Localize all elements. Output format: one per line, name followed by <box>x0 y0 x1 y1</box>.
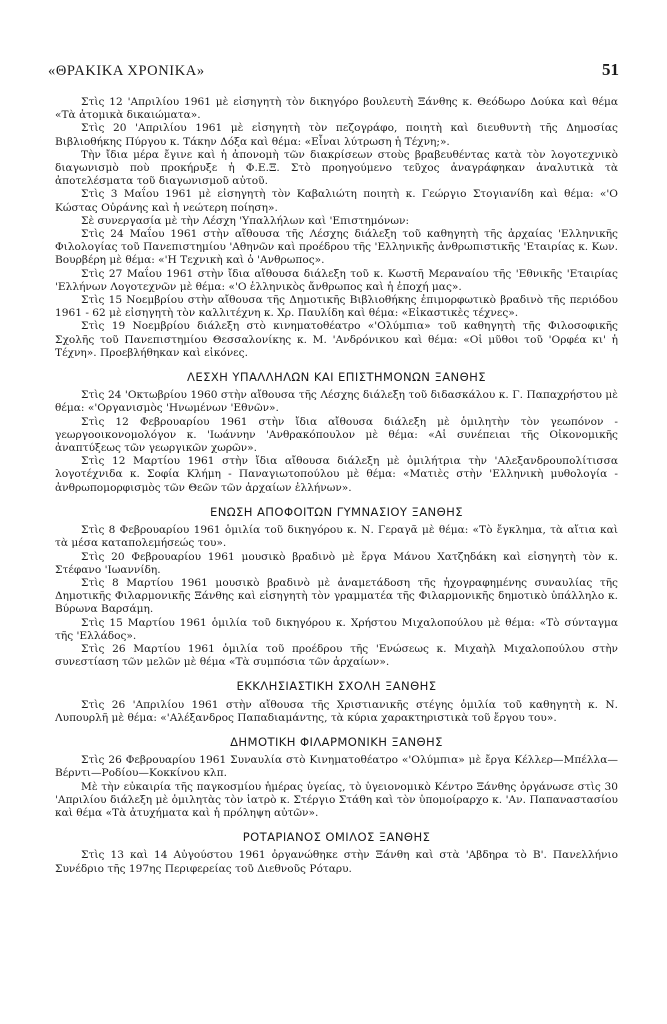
page-number: 51 <box>602 60 619 79</box>
paragraph: Στὶς 27 Μαΐου 1961 στὴν ἴδια αἴθουσα διάλεξη τοῦ κ. Κωστῆ Μεραναίου τῆς 'Εθνικῆς 'Εταιρίας 'Ελλήνων Λογοτεχνῶν μὲ θέμα: «'Ο ἑλληνικὸς ἄνθρωπος καὶ ἡ ἐποχή μας». <box>55 267 618 293</box>
paragraph: Στὶς 20 'Απριλίου 1961 μὲ εἰσηγητὴ τὸν πεζογράφο, ποιητὴ καὶ διευθυντὴ τῆς Δημοσίας Βιβλιοθήκης Πύργου κ. Τάκην Δόξα καὶ θέμα: «Εἶναι λύτρωση ἡ Τέχνη;». <box>55 122 618 148</box>
paragraph: Στὶς 15 Μαρτίου 1961 ὁμιλία τοῦ δικηγόρου κ. Χρήστου Μιχαλοπούλου μὲ θέμα: «Τὸ σύνταγμα τῆς 'Ελλάδος». <box>55 616 618 642</box>
paragraph: Στὶς 26 Φεβρουαρίου 1961 Συναυλία στὸ Κινηματοθέατρο «'Ολύμπια» μὲ ἔργα Κέλλερ—Μπέλλα—Βέρντι—Ροδίου—Κοκκίνου κλπ. <box>55 754 618 780</box>
paragraph: Στὶς 3 Μαΐου 1961 μὲ εἰσηγητὴ τὸν Καβαλιώτη ποιητὴ κ. Γεώργιο Στογιανίδη καὶ θέμα: «'Ο Κώστας Οὐράνης καὶ ἡ νεώτερη ποίηση». <box>55 188 618 214</box>
intro-block <box>55 96 618 360</box>
paragraph: Μὲ τὴν εὐκαιρία τῆς παγκοσμίου ἡμέρας ὑγείας, τὸ ὑγειονομικὸ Κέντρο Ξάνθης ὀργάνωσε στὶς 30 'Απριλίου διάλεξη μὲ ὁμιλητὰς τὸν ἰατρὸ κ. Στέργιο Στάθη καὶ τὸν ὑπομοίραρχο κ. 'Αν. Παπαναστασίου καὶ θέμα «Τὰ ἀτυχήματα καὶ ἡ πρόληψη αὐτῶν». <box>55 780 618 819</box>
section-heading: ΛΕΣΧΗ ΥΠΑΛΛΗΛΩΝ ΚΑΙ ΕΠΙΣΤΗΜΟΝΩΝ ΞΑΝΘΗΣ <box>187 370 486 385</box>
paragraph: Σὲ συνεργασία μὲ τὴν Λέσχη 'Υπαλλήλων καὶ 'Επιστημόνων: <box>81 214 410 227</box>
page-header <box>48 60 619 82</box>
paragraph: Στὶς 8 Φεβρουαρίου 1961 ὁμιλία τοῦ δικηγόρου κ. Ν. Γεραγᾶ μὲ θέμα: «Τὸ ἔγκλημα, τὰ αἴτια καὶ τὰ μέσα καταπολεμήσεώς του». <box>55 524 618 550</box>
section-heading: ΡΟΤΑΡΙΑΝΟΣ ΟΜΙΛΟΣ ΞΑΝΘΗΣ <box>242 830 431 845</box>
paragraph: Στὶς 26 'Απριλίου 1961 στὴν αἴθουσα τῆς Χριστιανικῆς στέγης ὁμιλία τοῦ καθηγητὴ κ. Ν. Λυπουρλῆ μὲ θέμα: «'Αλέξανδρος Παπαδιαμάντης, τὰ κύρια χαρακτηριστικὰ τοῦ ἔργου του». <box>55 698 618 724</box>
paragraph: Στὶς 12 'Απριλίου 1961 μὲ εἰσηγητὴ τὸν δικηγόρο βουλευτὴ Ξάνθης κ. Θεόδωρο Δούκα καὶ θέμα «Τὰ ἀτομικὰ δικαιώματα». <box>55 96 618 122</box>
article-body <box>55 96 618 876</box>
section-heading: ΔΗΜΟΤΙΚΗ ΦΙΛΑΡΜΟΝΙΚΗ ΞΑΝΘΗΣ <box>230 734 443 749</box>
paragraph: Στὶς 24 Μαΐου 1961 στὴν αἴθουσα τῆς Λέσχης διάλεξη τοῦ καθηγητὴ τῆς ἀρχαίας 'Ελληνικῆς Φιλολογίας τοῦ Πανεπιστημίου 'Αθηνῶν καὶ προέδρου τῆς 'Ελληνικῆς ἀνθρωπιστικῆς 'Εταιρίας κ. Κων. Βουρβέρη μὲ θέμα: «'Η Τεχνικὴ καὶ ὁ 'Ανθρωπος». <box>55 228 618 267</box>
paragraph: Στὶς 20 Φεβρουαρίου 1961 μουσικὸ βραδινὸ μὲ ἔργα Μάνου Χατζηδάκη καὶ εἰσηγητὴ τὸν κ. Στέφανο 'Ιωαννίδη. <box>55 550 618 576</box>
paragraph: Στὶς 12 Φεβρουαρίου 1961 στὴν ἴδια αἴθουσα διάλεξη μὲ ὁμιλητὴν τὸν γεωπόνον - γεωργοοικονομολόγον κ. 'Ιωάννην 'Ανθρακόπουλον μὲ θέμα: «Αἱ συνέπειαι τῆς Οἰκονομικῆς ἀναπτύξεως τῶν γεωργικῶν χωρῶν». <box>55 415 618 455</box>
running-title: «ΘΡΑΚΙΚΑ ΧΡΟΝΙΚΑ» <box>48 63 205 79</box>
section-heading: ΕΝΩΣΗ ΑΠΟΦΟΙΤΩΝ ΓΥΜΝΑΣΙΟΥ ΞΑΝΘΗΣ <box>209 504 463 519</box>
paragraph: Στὶς 13 καὶ 14 Αὐγούστου 1961 ὀργανώθηκε στὴν Ξάνθη καὶ στὰ 'Αβδηρα τὸ Β'. Πανελλήνιο Συνέδριο τῆς 197ης Περιφερείας τοῦ Διεθνοῦς Ρόταρυ. <box>55 849 618 875</box>
paragraph: Τὴν ἴδια μέρα ἔγινε καὶ ἡ ἀπονομὴ τῶν διακρίσεων στοὺς βραβευθέντας κατὰ τὸν λογοτεχνικὸ διαγωνισμὸ ποὺ προκήρυξε ἡ Φ.Ε.Ξ. Στὸ προηγούμενο τεῦχος ἀναγράφηκαν ἀναλυτικὰ τὰ ἀποτελέσματα τοῦ διαγωνισμοῦ αὐτοῦ. <box>55 148 618 188</box>
paragraph: Στὶς 24 'Οκτωβρίου 1960 στὴν αἴθουσα τῆς Λέσχης διάλεξη τοῦ διδασκάλου κ. Γ. Παπαχρήστου μὲ θέμα: «'Οργανισμὸς 'Ηνωμένων 'Εθνῶν». <box>55 389 618 415</box>
paragraph: Στὶς 15 Νοεμβρίου στὴν αἴθουσα τῆς Δημοτικῆς Βιβλιοθήκης ἐπιμορφωτικὸ βραδινὸ τῆς περιόδου 1961 - 62 μὲ εἰσηγητὴ τὸν καλλιτέχνη κ. Χρ. Παυλίδη καὶ θέμα: «Εἰκαστικὲς τέχνες». <box>55 294 618 320</box>
section-heading: ΕΚΚΛΗΣΙΑΣΤΙΚΗ ΣΧΟΛΗ ΞΑΝΘΗΣ <box>236 679 437 694</box>
paragraph: Στὶς 8 Μαρτίου 1961 μουσικὸ βραδινὸ μὲ ἀναμετάδοση τῆς ἠχογραφημένης συναυλίας τῆς Δημοτικῆς Φιλαρμονικῆς Ξάνθης καὶ εἰσηγητὴ τὸν γραμματέα τῆς Φιλαρμονικῆς δημοτικὸ ὑπάλληλο κ. Βύρωνα Βαρσάμη. <box>55 576 618 616</box>
paragraph: Στὶς 12 Μαρτίου 1961 στὴν ἴδια αἴθουσα διάλεξη μὲ ὁμιλήτρια τὴν 'Αλεξανδρουπολίτισσα λογοτέχνιδα κ. Σοφία Κλήμη - Παναγιωτοπούλου μὲ θέμα: «Ματιὲς στὴν 'Ελληνικὴ μυθολογία - ἀνθρωπομορφισμὸς τῶν Θεῶν τῶν ἀρχαίων ἑλλήνων». <box>55 455 618 494</box>
paragraph: Στὶς 19 Νοεμβρίου διάλεξη στὸ κινηματοθέατρο «'Ολύμπια» τοῦ καθηγητὴ τῆς Φιλοσοφικῆς Σχολῆς τοῦ Πανεπιστημίου Θεσσαλονίκης κ. Μ. 'Ανδρόνικου καὶ θέμα: «Οἱ μῦθοι τοῦ 'Ορφέα κι' ἡ Τέχνη». Προεβλήθηκαν καὶ εἰκόνες. <box>55 320 618 359</box>
paragraph: Στὶς 26 Μαρτίου 1961 ὁμιλία τοῦ προέδρου τῆς 'Ενώσεως κ. Μιχαὴλ Μιχαλοπούλου στὴν συνεστίαση τῶν μελῶν μὲ θέμα «Τὰ συμπόσια τῶν ἀρχαίων». <box>55 642 618 669</box>
